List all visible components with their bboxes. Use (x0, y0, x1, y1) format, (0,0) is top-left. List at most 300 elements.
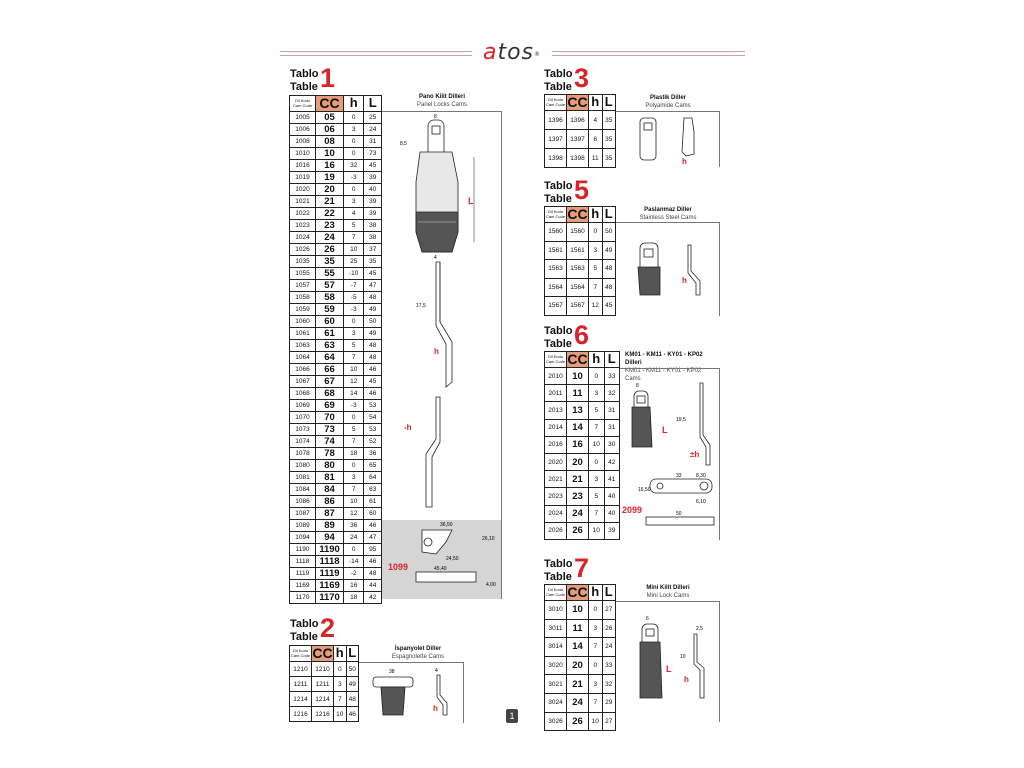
product-code-1099: 1099 (388, 562, 409, 572)
table-row (290, 556, 382, 568)
table2-drawing-panel (359, 662, 464, 723)
col-l-header: L (364, 96, 382, 112)
cc-cell: 10 (567, 601, 589, 620)
table2-number: 2 (320, 613, 336, 643)
l-cell: 31 (604, 402, 620, 419)
cc-cell: 24 (567, 505, 589, 522)
table3-drawing (616, 112, 719, 167)
l-cell: 47 (364, 280, 382, 292)
table6-number: 6 (574, 320, 590, 350)
dim-8-5: 8,5 (400, 141, 407, 147)
cc-cell: 14 (567, 419, 589, 436)
atos-logo: atos® (472, 40, 552, 66)
panel-lock-cam-drawing (416, 120, 458, 252)
table-row (290, 424, 382, 436)
cam-side-profile-1 (436, 262, 452, 387)
cc-cell: 58 (316, 292, 344, 304)
table-row (545, 419, 620, 436)
l-cell: 31 (604, 419, 620, 436)
cc-cell: 20 (316, 184, 344, 196)
cam-code-cell: 2014 (545, 419, 567, 436)
table-row (290, 220, 382, 232)
h-cell: 12 (344, 508, 364, 520)
table-row (290, 532, 382, 544)
cam-code-cell: 3024 (545, 693, 567, 712)
l-cell: 39 (604, 522, 620, 539)
cam-code-cell: 1169 (290, 580, 316, 592)
cam-code-cell: 1078 (290, 448, 316, 460)
table-row (290, 580, 382, 592)
h-cell: 3 (589, 241, 603, 260)
cam-code-cell: 1084 (290, 484, 316, 496)
table1-number: 1 (320, 63, 336, 93)
l-cell: 38 (364, 220, 382, 232)
table-row (290, 568, 382, 580)
h-cell: 5 (589, 260, 603, 279)
cam-code-cell: 1068 (290, 388, 316, 400)
l-cell: 54 (364, 412, 382, 424)
table5-drawing (616, 223, 719, 316)
l-cell: 53 (364, 400, 382, 412)
cam-code-cell: 1214 (290, 692, 312, 707)
l-cell: 50 (364, 316, 382, 328)
h-cell: 4 (589, 111, 603, 130)
h-cell: 0 (589, 656, 603, 675)
cc-cell: 11 (567, 385, 589, 402)
dim-10: 10 (680, 654, 686, 660)
table-row (545, 638, 616, 657)
cc-cell: 87 (316, 508, 344, 520)
h-cell: -3 (344, 172, 364, 184)
col-h-header: h (344, 96, 364, 112)
cam-code-cell: 1019 (290, 172, 316, 184)
cc-cell: 05 (316, 112, 344, 124)
dim-50: 50 (676, 511, 682, 517)
cam-code-cell: 1094 (290, 532, 316, 544)
cc-cell: 06 (316, 124, 344, 136)
cc-cell: 81 (316, 472, 344, 484)
table5-panel-title: Paslanmaz Diller Stainless Steel Cams (639, 207, 697, 221)
h-cell: 0 (344, 460, 364, 472)
h-cell: 24 (344, 532, 364, 544)
cam-code-cell: 1567 (545, 297, 567, 316)
l-cell: 35 (602, 111, 616, 130)
table-row (545, 385, 620, 402)
h-cell: -10 (344, 268, 364, 280)
table7-number: 7 (574, 553, 590, 583)
table-row (290, 692, 359, 707)
l-cell: 41 (604, 471, 620, 488)
cam-code-cell: 1005 (290, 112, 316, 124)
cc-cell: 19 (316, 172, 344, 184)
table-row (290, 268, 382, 280)
cam-code-cell: 1021 (290, 196, 316, 208)
h-cell: 7 (344, 484, 364, 496)
table-row (290, 400, 382, 412)
page-number: 1 (506, 709, 518, 723)
h-cell: 12 (589, 297, 603, 316)
table-row (290, 508, 382, 520)
table-row (290, 304, 382, 316)
table-row (290, 484, 382, 496)
cam-code-cell: 1397 (545, 130, 567, 149)
table-row (290, 544, 382, 556)
dim-4: 4 (435, 668, 438, 674)
h-cell: 5 (344, 220, 364, 232)
h-cell: 3 (344, 124, 364, 136)
dim-L: L (468, 196, 474, 206)
l-cell: 33 (604, 368, 620, 385)
l-cell: 35 (602, 149, 616, 168)
dim-L: L (666, 664, 672, 674)
table-row (290, 184, 382, 196)
l-cell: 42 (604, 453, 620, 470)
h-cell: 10 (334, 707, 347, 722)
cc-cell: 84 (316, 484, 344, 496)
table-row (545, 453, 620, 470)
l-cell: 40 (604, 488, 620, 505)
cc-cell: 13 (567, 402, 589, 419)
h-cell: 3 (589, 471, 605, 488)
l-cell: 50 (346, 662, 359, 677)
table-row (545, 223, 616, 242)
l-cell: 45 (602, 297, 616, 316)
cam-code-cell: 1086 (290, 496, 316, 508)
dim-45-40: 45,40 (434, 566, 447, 572)
cam-code-cell: 1210 (290, 662, 312, 677)
cc-cell: 24 (316, 232, 344, 244)
dim-2-5: 2,5 (696, 626, 703, 632)
cc-cell: 14 (567, 638, 589, 657)
cam-code-cell: 2013 (545, 402, 567, 419)
l-cell: 73 (364, 148, 382, 160)
l-cell: 33 (602, 656, 616, 675)
cc-cell: 24 (567, 693, 589, 712)
table-row (290, 496, 382, 508)
h-cell: 0 (589, 368, 605, 385)
h-cell: 6 (589, 130, 603, 149)
l-cell: 49 (364, 304, 382, 316)
cam-code-cell: 1069 (290, 400, 316, 412)
cam-code-cell: 1211 (290, 677, 312, 692)
table-row (290, 148, 382, 160)
table-row (290, 364, 382, 376)
cc-cell: 55 (316, 268, 344, 280)
dim-minus-h: -h (404, 423, 412, 432)
table-row (545, 297, 616, 316)
cam-code-cell: 1074 (290, 436, 316, 448)
table5-title: Tablo Table 5 (544, 175, 590, 205)
h-cell: 3 (334, 677, 347, 692)
cam-code-cell: 1022 (290, 208, 316, 220)
dim-h: h (434, 347, 439, 356)
h-cell: 25 (344, 256, 364, 268)
l-cell: 30 (604, 436, 620, 453)
table-row (290, 520, 382, 532)
l-cell: 32 (604, 385, 620, 402)
cam-code-cell: 1190 (290, 544, 316, 556)
cc-cell: 61 (316, 328, 344, 340)
cam-code-cell: 2023 (545, 488, 567, 505)
table-row (290, 592, 382, 604)
dim-4-00: 4,00 (486, 582, 496, 588)
cam-code-cell: 2026 (545, 522, 567, 539)
cc-cell: 70 (316, 412, 344, 424)
h-cell: 5 (344, 424, 364, 436)
table7-title: Tablo Table 7 (544, 553, 590, 583)
table-row (290, 136, 382, 148)
dim-38: 38 (389, 669, 395, 675)
l-cell: 27 (602, 712, 616, 731)
cc-cell: 08 (316, 136, 344, 148)
cc-cell: 1119 (316, 568, 344, 580)
h-cell: 0 (589, 223, 603, 242)
dim-24-50: 24,50 (446, 556, 459, 562)
table-row (545, 712, 616, 731)
cc-cell: 59 (316, 304, 344, 316)
dim-h: h (433, 704, 438, 713)
table-row (545, 601, 616, 620)
l-cell: 35 (364, 256, 382, 268)
h-cell: 7 (589, 638, 603, 657)
l-cell: 24 (602, 638, 616, 657)
table1-drawing (382, 112, 501, 599)
h-cell: 16 (344, 580, 364, 592)
table-row (545, 278, 616, 297)
table-row (545, 436, 620, 453)
cc-cell: 1563 (567, 260, 589, 279)
table5-number: 5 (574, 175, 590, 205)
l-cell: 48 (364, 340, 382, 352)
table-row (545, 675, 616, 694)
h-cell: 5 (344, 340, 364, 352)
cc-cell: 1190 (316, 544, 344, 556)
table7-panel-title: Mini Kilit Dilleri Mini Lock Cams (646, 585, 690, 599)
table-row (290, 388, 382, 400)
h-cell: 32 (344, 160, 364, 172)
l-cell: 50 (602, 223, 616, 242)
h-cell: 14 (344, 388, 364, 400)
h-cell: -2 (344, 568, 364, 580)
h-cell: 0 (589, 453, 605, 470)
dim-17-5: 17,5 (416, 303, 426, 309)
cc-cell: 20 (567, 656, 589, 675)
h-cell: -14 (344, 556, 364, 568)
table7-drawing-panel (616, 601, 720, 722)
table-row (290, 436, 382, 448)
l-cell: 46 (364, 520, 382, 532)
dim-19-5: 19,5 (676, 417, 686, 423)
l-cell: 48 (364, 352, 382, 364)
cam-code-cell: 1081 (290, 472, 316, 484)
cam-code-cell: 1087 (290, 508, 316, 520)
table3-grid: Dil Kodu Cam Code CC h L 1396 1396 4 35 1397 1397 6 35 1398 1398 11 35 (544, 94, 616, 168)
table7-drawing (616, 602, 719, 722)
dim-8-30: 8,30 (696, 473, 706, 479)
l-cell: 39 (364, 208, 382, 220)
cc-cell: 89 (316, 520, 344, 532)
cam-code-cell: 1063 (290, 340, 316, 352)
cam-code-cell: 2024 (545, 505, 567, 522)
h-cell: 36 (344, 520, 364, 532)
h-cell: 3 (344, 328, 364, 340)
cam-code-cell: 3011 (545, 619, 567, 638)
l-cell: 35 (602, 130, 616, 149)
cam-code-cell: 1073 (290, 424, 316, 436)
cam-code-cell: 1089 (290, 520, 316, 532)
cam-code-cell: 1016 (290, 160, 316, 172)
table-row (545, 505, 620, 522)
l-cell: 47 (364, 532, 382, 544)
table-row (545, 241, 616, 260)
cc-cell: 78 (316, 448, 344, 460)
col-code-header: Dil Kodu Cam Code (290, 96, 316, 112)
h-cell: 7 (344, 436, 364, 448)
h-cell: 7 (589, 693, 603, 712)
h-cell: 10 (589, 436, 605, 453)
l-cell: 48 (602, 278, 616, 297)
table-row (290, 208, 382, 220)
table1-panel-title: Pano Kilit Dilleri Panel Locks Cams (416, 94, 468, 108)
cc-cell: 68 (316, 388, 344, 400)
cam-code-cell: 1560 (545, 223, 567, 242)
cam-code-cell: 3020 (545, 656, 567, 675)
h-cell: 3 (589, 619, 603, 638)
h-cell: 11 (589, 149, 603, 168)
table-row (545, 619, 616, 638)
l-cell: 40 (364, 184, 382, 196)
dim-16-50: 16,50 (638, 487, 651, 493)
cam-code-cell: 1170 (290, 592, 316, 604)
l-cell: 48 (364, 292, 382, 304)
cc-cell: 10 (316, 148, 344, 160)
l-cell: 63 (364, 484, 382, 496)
h-cell: 7 (589, 419, 605, 436)
col-cc-header: CC (316, 96, 344, 112)
table-row (290, 412, 382, 424)
cc-cell: 1560 (567, 223, 589, 242)
cam-code-cell: 2011 (545, 385, 567, 402)
dim-8: 8 (434, 114, 437, 120)
h-cell: 7 (344, 352, 364, 364)
cc-cell: 60 (316, 316, 344, 328)
cc-cell: 1564 (567, 278, 589, 297)
table2-grid: Dil Kodu Cam Code CC h L 1210 1210 0 50 1211 1211 3 49 1214 1214 7 48 1216 1216 10 46 (289, 645, 359, 722)
h-cell: 7 (344, 232, 364, 244)
cam-code-cell: 1118 (290, 556, 316, 568)
table-row (290, 160, 382, 172)
table-row (545, 260, 616, 279)
h-cell: 0 (334, 662, 347, 677)
h-cell: -7 (344, 280, 364, 292)
cam-code-cell: 1564 (545, 278, 567, 297)
cam-code-cell: 1035 (290, 256, 316, 268)
h-cell: -3 (344, 304, 364, 316)
cc-cell: 23 (316, 220, 344, 232)
dim-h: h (684, 675, 689, 684)
cam-code-cell: 1059 (290, 304, 316, 316)
cc-cell: 94 (316, 532, 344, 544)
l-cell: 52 (364, 436, 382, 448)
cc-cell: 1210 (312, 662, 334, 677)
cam-code-cell: 3021 (545, 675, 567, 694)
table-row (290, 328, 382, 340)
cc-cell: 16 (567, 436, 589, 453)
table-row (290, 340, 382, 352)
cam-code-cell: 1055 (290, 268, 316, 280)
cam-code-cell: 1561 (545, 241, 567, 260)
h-cell: 0 (344, 316, 364, 328)
table7-grid: Dil Kodu Cam Code CC h L 3010 10 0 27 3011 11 3 26 3014 14 7 24 3020 20 0 33 3021 21 3 32 3024 24 7 29 3026 26 10 27 (544, 584, 616, 731)
l-cell: 46 (364, 364, 382, 376)
cam-code-cell: 1057 (290, 280, 316, 292)
table2-drawing (359, 663, 463, 723)
h-cell: 10 (344, 364, 364, 376)
cam-code-cell: 1396 (545, 111, 567, 130)
table-row (290, 352, 382, 364)
cam-code-cell: 1024 (290, 232, 316, 244)
cam-code-cell: 1061 (290, 328, 316, 340)
table-row (545, 693, 616, 712)
dim-26-10: 26,10 (482, 536, 495, 542)
l-cell: 24 (364, 124, 382, 136)
l-cell: 61 (364, 496, 382, 508)
cc-cell: 74 (316, 436, 344, 448)
h-cell: 10 (344, 244, 364, 256)
cam-code-cell: 1020 (290, 184, 316, 196)
dim-6: 6 (646, 616, 649, 622)
cam-side-profile-2 (426, 397, 440, 507)
cam-code-cell: 1006 (290, 124, 316, 136)
l-cell: 32 (602, 675, 616, 694)
cc-cell: 64 (316, 352, 344, 364)
cc-cell: 1118 (316, 556, 344, 568)
cam-code-cell: 1026 (290, 244, 316, 256)
cc-cell: 1170 (316, 592, 344, 604)
cam-code-cell: 1119 (290, 568, 316, 580)
table-row (290, 112, 382, 124)
cc-cell: 1169 (316, 580, 344, 592)
table-row (290, 244, 382, 256)
cam-code-cell: 1060 (290, 316, 316, 328)
cc-cell: 66 (316, 364, 344, 376)
l-cell: 45 (364, 268, 382, 280)
h-cell: 12 (344, 376, 364, 388)
table-row (290, 196, 382, 208)
table-row (290, 280, 382, 292)
table-row (545, 149, 616, 168)
cc-cell: 1567 (567, 297, 589, 316)
cc-cell: 26 (567, 522, 589, 539)
l-cell: 49 (346, 677, 359, 692)
cam-code-cell: 2010 (545, 368, 567, 385)
l-cell: 25 (364, 112, 382, 124)
table-row (545, 111, 616, 130)
polyamide-cam-drawing (640, 118, 694, 160)
l-cell: 95 (364, 544, 382, 556)
stainless-cam-drawing (638, 243, 700, 295)
cam-code-cell: 1216 (290, 707, 312, 722)
dim-4: 4 (434, 255, 437, 261)
h-cell: 0 (344, 544, 364, 556)
cam-code-cell: 2016 (545, 436, 567, 453)
l-cell: 46 (346, 707, 359, 722)
h-cell: 0 (344, 136, 364, 148)
l-cell: 40 (604, 505, 620, 522)
l-cell: 60 (364, 508, 382, 520)
dim-plus-minus-h: ±h (690, 450, 700, 459)
cc-cell: 1211 (312, 677, 334, 692)
